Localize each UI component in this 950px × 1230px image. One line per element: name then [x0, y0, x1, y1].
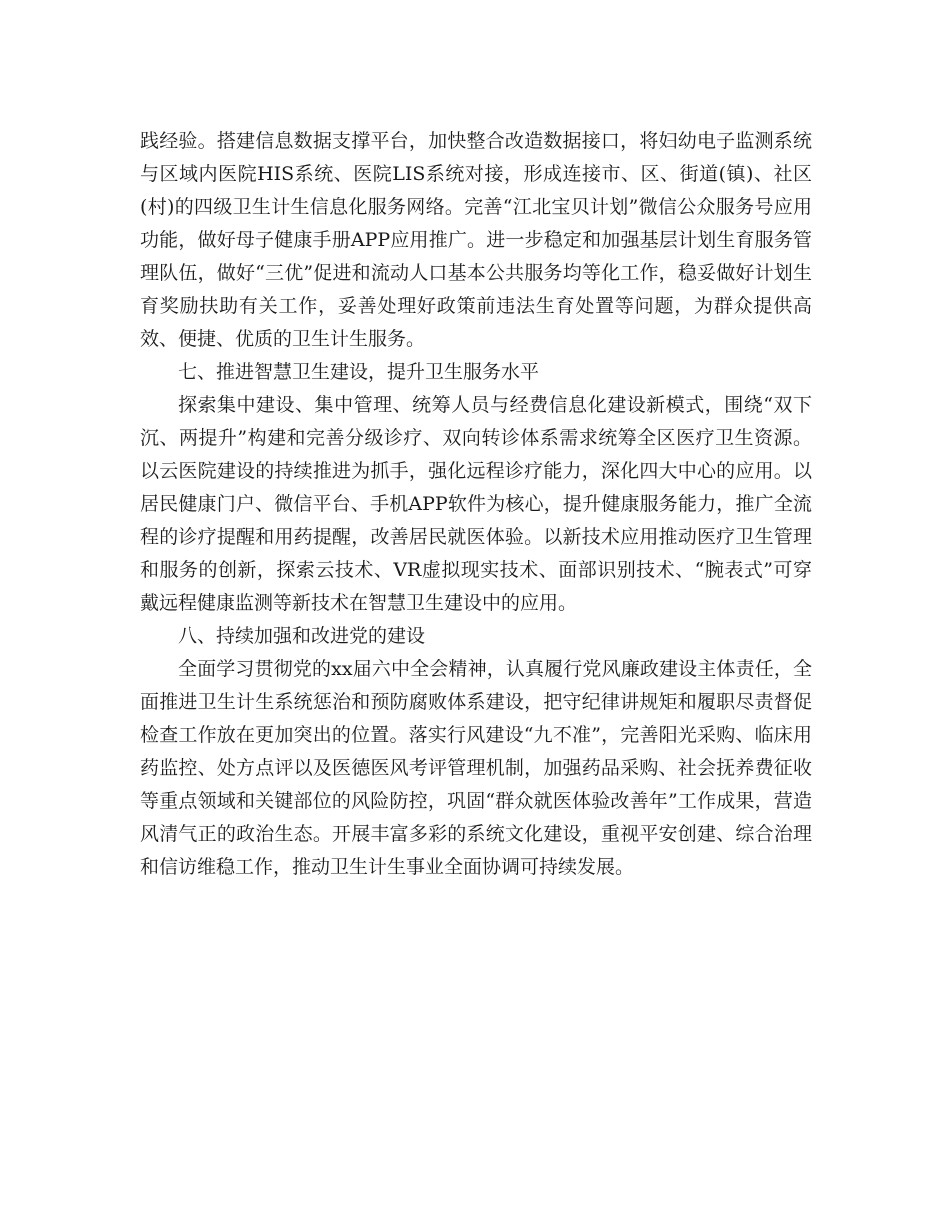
paragraph-party-building: 全面学习贯彻党的xx届六中全会精神，认真履行党风廉政建设主体责任，全面推进卫生计生系统惩治和预防腐败体系建设，把守纪律讲规矩和履职尽责督促检查工作放在更加突出的位置。落实行风建设“九不准”，完善阳光采购、临床用药监控、处方点评以及医德医风考评管理机制，加强药品采购、社会抚养费征收等重点领域和关键部位的风险防控，巩固“群众就医体验改善年”工作成果，营造风清气正的政治生态。开展丰富多彩的系统文化建设，重视平安创建、综合治理和信访维稳工作，推动卫生计生事业全面协调可持续发展。	[140, 658, 812, 878]
section-heading-eight: 八、持续加强和改进党的建设	[178, 625, 426, 647]
document-body	[140, 125, 812, 884]
paragraph-smart-health: 探索集中建设、集中管理、统筹人员与经费信息化建设新模式，围绕“双下沉、两提升”构建和完善分级诊疗、双向转诊体系需求统筹全区医疗卫生资源。以云医院建设的持续推进为抓手，强化远程诊疗能力，深化四大中心的应用。以居民健康门户、微信平台、手机APP软件为核心，提升健康服务能力，推广全流程的诊疗提醒和用药提醒，改善居民就医体验。以新技术应用推动医疗卫生管理和服务的创新，探索云技术、VR虚拟现实技术、面部识别技术、“腕表式”可穿戴远程健康监测等新技术在智慧卫生建设中的应用。	[140, 394, 812, 614]
paragraph-continuation: 践经验。搭建信息数据支撑平台，加快整合改造数据接口，将妇幼电子监测系统与区域内医院HIS系统、医院LIS系统对接，形成连接市、区、街道(镇)、社区(村)的四级卫生计生信息化服务网络。完善“江北宝贝计划”微信公众服务号应用功能，做好母子健康手册APP应用推广。进一步稳定和加强基层计划生育服务管理队伍，做好“三优”促进和流动人口基本公共服务均等化工作，稳妥做好计划生育奖励扶助有关工作，妥善处理好政策前违法生育处置等问题，为群众提供高效、便捷、优质的卫生计生服务。	[140, 130, 812, 350]
section-heading-seven: 七、推进智慧卫生建设，提升卫生服务水平	[178, 361, 540, 383]
